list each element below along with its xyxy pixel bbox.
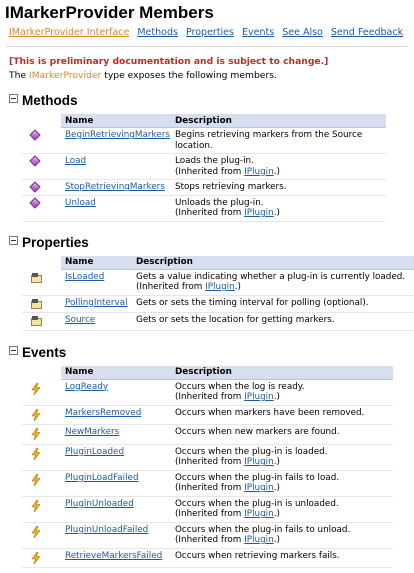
- collapse-toggle-icon[interactable]: [9, 346, 18, 355]
- table-row: [22, 470, 393, 496]
- nav-link-events[interactable]: Events: [242, 27, 275, 38]
- member-description: Gets or sets the timing interval for polling (optional).: [132, 295, 414, 313]
- property-icon: [31, 299, 43, 309]
- member-description: Occurs when markers have been removed.: [171, 405, 393, 425]
- table-row: [22, 295, 414, 313]
- inherited-link[interactable]: IPlugin: [244, 535, 274, 545]
- events-heading[interactable]: [0, 345, 414, 363]
- inherited-note: (Inherited from IPlugin.): [175, 208, 280, 218]
- member-link[interactable]: StopRetrievingMarkers: [65, 182, 165, 192]
- name-column-header: Name: [61, 114, 171, 128]
- table-row: [22, 425, 393, 445]
- properties-heading[interactable]: [0, 235, 414, 253]
- inherited-note: (Inherited from IPlugin.): [175, 457, 280, 467]
- event-icon: [31, 383, 41, 395]
- member-description: Occurs when the plug-in is unloaded. (Inherited from IPlugin.): [171, 496, 393, 522]
- description-column-header: Description: [132, 256, 414, 270]
- member-link[interactable]: Load: [65, 156, 87, 166]
- name-column-header: Name: [61, 256, 132, 270]
- inherited-link[interactable]: IPlugin: [244, 483, 274, 493]
- properties-heading-text: Properties: [22, 234, 89, 250]
- intro-text: [0, 67, 414, 82]
- table-row: [22, 195, 386, 221]
- method-icon: [29, 181, 40, 192]
- description-column-header: Description: [171, 114, 386, 128]
- table-row: [22, 379, 393, 405]
- events-heading-text: Events: [22, 344, 67, 360]
- table-row: [22, 128, 386, 154]
- inherited-link[interactable]: IPlugin: [205, 282, 235, 292]
- nav-link-send-feedback[interactable]: Send Feedback: [330, 27, 404, 38]
- member-link[interactable]: NewMarkers: [65, 427, 120, 437]
- table-row: [22, 313, 414, 331]
- inherited-link[interactable]: IPlugin: [244, 509, 274, 519]
- table-row: [22, 405, 393, 425]
- event-icon: [31, 474, 41, 486]
- event-icon: [31, 448, 41, 460]
- member-link[interactable]: PollingInterval: [65, 297, 128, 308]
- methods-section: [0, 93, 414, 222]
- icon-column-header: [22, 366, 61, 380]
- icon-column-header: [22, 256, 61, 270]
- inherited-note: (Inherited from IPlugin.): [175, 166, 280, 177]
- member-link[interactable]: RetrieveMarkersFailed: [65, 550, 163, 561]
- table-row: [22, 444, 393, 470]
- member-link[interactable]: PluginUnloaded: [65, 498, 134, 509]
- inherited-note: (Inherited from IPlugin.): [136, 282, 241, 292]
- member-description: Occurs when retrieving markers fails.: [171, 548, 393, 568]
- inherited-note: (Inherited from IPlugin.): [175, 392, 280, 402]
- table-row: [22, 180, 386, 196]
- page-title: IMarkerProvider Members: [5, 3, 214, 22]
- events-section: [0, 345, 414, 569]
- inherited-link[interactable]: IPlugin: [244, 392, 274, 402]
- nav-link-interface[interactable]: IMarkerProvider Interface: [9, 27, 130, 38]
- member-description: Gets a value indicating whether a plug-in is currently loaded. (Inherited from IPlugin.): [132, 269, 414, 295]
- table-row: [22, 522, 393, 548]
- member-link[interactable]: PluginUnloadFailed: [65, 524, 149, 535]
- inherited-link[interactable]: IPlugin: [244, 208, 274, 218]
- method-icon: [29, 197, 40, 208]
- event-icon: [31, 526, 41, 538]
- inherited-link[interactable]: IPlugin: [244, 166, 274, 177]
- properties-table: [22, 256, 414, 331]
- member-description: Occurs when the log is ready. (Inherited from IPlugin.): [171, 379, 393, 405]
- member-description: Occurs when the plug-in is loaded. (Inherited from IPlugin.): [171, 444, 393, 470]
- intro-suffix: type exposes the following members.: [101, 70, 277, 81]
- member-link[interactable]: LogReady: [65, 381, 109, 392]
- member-link[interactable]: Unload: [65, 197, 96, 208]
- member-description: Occurs when the plug-in fails to load. (Inherited from IPlugin.): [171, 470, 393, 496]
- inherited-link[interactable]: IPlugin: [244, 457, 274, 467]
- preliminary-notice: [This is preliminary documentation and is subject to change.]: [9, 56, 329, 67]
- methods-heading[interactable]: [0, 93, 414, 111]
- property-icon: [31, 273, 43, 283]
- nav-link-see-also[interactable]: See Also: [282, 27, 323, 38]
- nav-link-properties[interactable]: Properties: [185, 27, 234, 38]
- intro-type-link[interactable]: IMarkerProvider: [29, 70, 102, 81]
- member-link[interactable]: PluginLoaded: [65, 446, 125, 457]
- methods-table: [22, 114, 386, 222]
- table-row: [22, 496, 393, 522]
- collapse-toggle-icon[interactable]: [9, 236, 18, 245]
- event-icon: [31, 409, 41, 421]
- description-column-header: Description: [171, 366, 393, 380]
- member-link[interactable]: BeginRetrievingMarkers: [65, 130, 170, 140]
- member-description: Occurs when the plug-in fails to unload. (Inherited from IPlugin.): [171, 522, 393, 548]
- event-icon: [31, 428, 41, 440]
- event-icon: [31, 500, 41, 512]
- member-link[interactable]: PluginLoadFailed: [65, 472, 139, 483]
- events-table: [22, 366, 393, 569]
- methods-heading-text: Methods: [22, 93, 78, 108]
- table-row: [22, 548, 393, 568]
- inherited-note: (Inherited from IPlugin.): [175, 483, 280, 493]
- property-icon: [31, 316, 43, 326]
- member-description: Stops retrieving markers.: [171, 180, 386, 196]
- member-description: Gets or sets the location for getting markers.: [132, 313, 414, 331]
- member-description: Unloads the plug-in. (Inherited from IPlugin.): [171, 195, 386, 221]
- inherited-note: (Inherited from IPlugin.): [175, 509, 280, 519]
- member-link[interactable]: IsLoaded: [65, 271, 105, 282]
- member-description: Begins retrieving markers from the Source location.: [171, 128, 386, 154]
- table-row: [22, 154, 386, 180]
- method-icon: [29, 155, 40, 166]
- event-icon: [31, 552, 41, 564]
- properties-section: [0, 235, 414, 331]
- inherited-note: (Inherited from IPlugin.): [175, 535, 280, 545]
- collapse-toggle-icon[interactable]: [9, 94, 18, 103]
- member-link[interactable]: MarkersRemoved: [65, 407, 142, 418]
- icon-column-header: [22, 114, 61, 128]
- name-column-header: Name: [61, 366, 171, 380]
- table-row: [22, 269, 414, 295]
- member-link[interactable]: Source: [65, 315, 96, 325]
- intro-prefix: The: [9, 70, 30, 81]
- nav-link-methods[interactable]: Methods: [137, 27, 178, 38]
- member-description: Loads the plug-in. (Inherited from IPlugin.): [171, 154, 386, 180]
- member-description: Occurs when new markers are found.: [171, 425, 393, 445]
- nav-links: [0, 25, 414, 40]
- method-icon: [29, 129, 40, 140]
